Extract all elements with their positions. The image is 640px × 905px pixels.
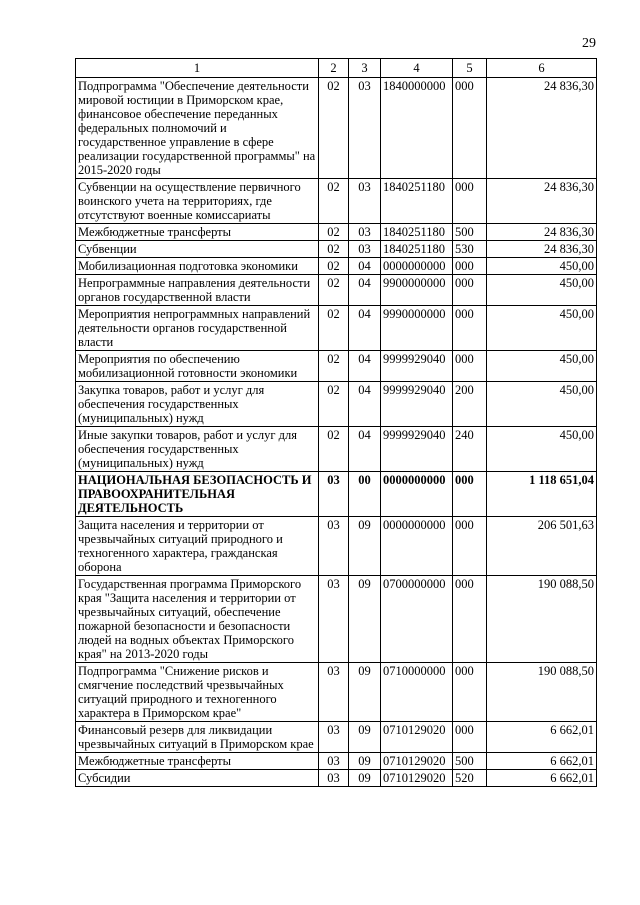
- section-code: 02: [319, 275, 349, 306]
- item-name: Защита населения и территории от чрезвычайных ситуаций природного и техногенного характера, гражданская оборона: [76, 517, 319, 576]
- target-article-code: 0710000000: [381, 663, 453, 722]
- column-header: 5: [453, 59, 487, 78]
- amount: 190 088,50: [487, 663, 597, 722]
- column-header: 2: [319, 59, 349, 78]
- table-row: [76, 78, 597, 179]
- amount: 190 088,50: [487, 576, 597, 663]
- amount: 450,00: [487, 306, 597, 351]
- table-row: [76, 472, 597, 517]
- table-row: [76, 427, 597, 472]
- subsection-code: 03: [349, 241, 381, 258]
- table-row: [76, 258, 597, 275]
- amount: 24 836,30: [487, 224, 597, 241]
- section-code: 02: [319, 78, 349, 179]
- subsection-code: 04: [349, 275, 381, 306]
- section-code: 02: [319, 306, 349, 351]
- section-code: 02: [319, 224, 349, 241]
- table-row: [76, 224, 597, 241]
- item-name: Мероприятия непрограммных направлений деятельности органов государственной власти: [76, 306, 319, 351]
- section-code: 03: [319, 722, 349, 753]
- section-code: 03: [319, 576, 349, 663]
- target-article-code: 0000000000: [381, 258, 453, 275]
- amount: 6 662,01: [487, 753, 597, 770]
- amount: 450,00: [487, 427, 597, 472]
- column-header: 3: [349, 59, 381, 78]
- expense-type-code: 240: [453, 427, 487, 472]
- expense-type-code: 000: [453, 275, 487, 306]
- expense-type-code: 500: [453, 753, 487, 770]
- item-name: Подпрограмма "Обеспечение деятельности мировой юстиции в Приморском крае, финансовое обеспечение переданных федеральных полномочий и государственное управление в сфере реализации государственной программы" на 2015-2020 годы: [76, 78, 319, 179]
- target-article-code: 0700000000: [381, 576, 453, 663]
- amount: 206 501,63: [487, 517, 597, 576]
- table-row: [76, 275, 597, 306]
- subsection-code: 04: [349, 258, 381, 275]
- subsection-code: 04: [349, 351, 381, 382]
- section-code: 02: [319, 179, 349, 224]
- item-name: Подпрограмма "Снижение рисков и смягчение последствий чрезвычайных ситуаций природного и техногенного характера в Приморском крае": [76, 663, 319, 722]
- amount: 24 836,30: [487, 241, 597, 258]
- target-article-code: 0710129020: [381, 722, 453, 753]
- section-code: 03: [319, 770, 349, 787]
- expense-type-code: 000: [453, 306, 487, 351]
- subsection-code: 09: [349, 517, 381, 576]
- subsection-code: 03: [349, 224, 381, 241]
- target-article-code: 0000000000: [381, 472, 453, 517]
- item-name: Непрограммные направления деятельности органов государственной власти: [76, 275, 319, 306]
- item-name: НАЦИОНАЛЬНАЯ БЕЗОПАСНОСТЬ И ПРАВООХРАНИТЕЛЬНАЯ ДЕЯТЕЛЬНОСТЬ: [76, 472, 319, 517]
- target-article-code: 0000000000: [381, 517, 453, 576]
- amount: 6 662,01: [487, 770, 597, 787]
- item-name: Иные закупки товаров, работ и услуг для обеспечения государственных (муниципальных) нужд: [76, 427, 319, 472]
- target-article-code: 9999929040: [381, 351, 453, 382]
- section-code: 02: [319, 241, 349, 258]
- item-name: Субвенции: [76, 241, 319, 258]
- target-article-code: 9999929040: [381, 427, 453, 472]
- subsection-code: 09: [349, 722, 381, 753]
- expense-type-code: 000: [453, 351, 487, 382]
- page-number: 29: [582, 36, 596, 51]
- table-row: [76, 753, 597, 770]
- subsection-code: 04: [349, 427, 381, 472]
- subsection-code: 04: [349, 382, 381, 427]
- target-article-code: 9990000000: [381, 306, 453, 351]
- item-name: Мобилизационная подготовка экономики: [76, 258, 319, 275]
- item-name: Закупка товаров, работ и услуг для обеспечения государственных (муниципальных) нужд: [76, 382, 319, 427]
- expense-type-code: 200: [453, 382, 487, 427]
- target-article-code: 9900000000: [381, 275, 453, 306]
- target-article-code: 0710129020: [381, 770, 453, 787]
- subsection-code: 03: [349, 78, 381, 179]
- expense-type-code: 500: [453, 224, 487, 241]
- section-code: 03: [319, 472, 349, 517]
- item-name: Мероприятия по обеспечению мобилизационной готовности экономики: [76, 351, 319, 382]
- subsection-code: 04: [349, 306, 381, 351]
- amount: 450,00: [487, 382, 597, 427]
- subsection-code: 09: [349, 753, 381, 770]
- section-code: 03: [319, 753, 349, 770]
- amount: 450,00: [487, 258, 597, 275]
- expense-type-code: 000: [453, 576, 487, 663]
- column-header: 4: [381, 59, 453, 78]
- expense-type-code: 000: [453, 78, 487, 179]
- section-code: 02: [319, 427, 349, 472]
- amount: 6 662,01: [487, 722, 597, 753]
- expense-type-code: 000: [453, 179, 487, 224]
- table-header-row: [76, 59, 597, 78]
- section-code: 02: [319, 382, 349, 427]
- expense-type-code: 530: [453, 241, 487, 258]
- item-name: Межбюджетные трансферты: [76, 753, 319, 770]
- table-row: [76, 770, 597, 787]
- subsection-code: 03: [349, 179, 381, 224]
- target-article-code: 1840251180: [381, 179, 453, 224]
- target-article-code: 1840251180: [381, 224, 453, 241]
- table-row: [76, 663, 597, 722]
- column-header: 1: [76, 59, 319, 78]
- table-row: [76, 241, 597, 258]
- subsection-code: 09: [349, 770, 381, 787]
- table-row: [76, 351, 597, 382]
- table-row: [76, 179, 597, 224]
- subsection-code: 09: [349, 663, 381, 722]
- section-code: 02: [319, 351, 349, 382]
- target-article-code: 1840000000: [381, 78, 453, 179]
- amount: 1 118 651,04: [487, 472, 597, 517]
- expense-type-code: 000: [453, 472, 487, 517]
- expense-type-code: 000: [453, 258, 487, 275]
- section-code: 03: [319, 517, 349, 576]
- amount: 450,00: [487, 351, 597, 382]
- target-article-code: 9999929040: [381, 382, 453, 427]
- column-header: 6: [487, 59, 597, 78]
- section-code: 02: [319, 258, 349, 275]
- item-name: Финансовый резерв для ликвидации чрезвычайных ситуаций в Приморском крае: [76, 722, 319, 753]
- amount: 24 836,30: [487, 78, 597, 179]
- item-name: Субсидии: [76, 770, 319, 787]
- table-row: [76, 382, 597, 427]
- table-row: [76, 722, 597, 753]
- item-name: Межбюджетные трансферты: [76, 224, 319, 241]
- expense-type-code: 000: [453, 663, 487, 722]
- item-name: Субвенции на осуществление первичного воинского учета на территориях, где отсутствуют военные комиссариаты: [76, 179, 319, 224]
- budget-table: [75, 58, 597, 787]
- expense-type-code: 000: [453, 517, 487, 576]
- table-row: [76, 517, 597, 576]
- expense-type-code: 520: [453, 770, 487, 787]
- subsection-code: 09: [349, 576, 381, 663]
- item-name: Государственная программа Приморского края "Защита населения и территории от чрезвычайных ситуаций, обеспечение пожарной безопасности и безопасности людей на водных объектах Приморского края" на 2013-2020 годы: [76, 576, 319, 663]
- table-row: [76, 576, 597, 663]
- table-row: [76, 306, 597, 351]
- target-article-code: 1840251180: [381, 241, 453, 258]
- expense-type-code: 000: [453, 722, 487, 753]
- section-code: 03: [319, 663, 349, 722]
- target-article-code: 0710129020: [381, 753, 453, 770]
- amount: 450,00: [487, 275, 597, 306]
- subsection-code: 00: [349, 472, 381, 517]
- amount: 24 836,30: [487, 179, 597, 224]
